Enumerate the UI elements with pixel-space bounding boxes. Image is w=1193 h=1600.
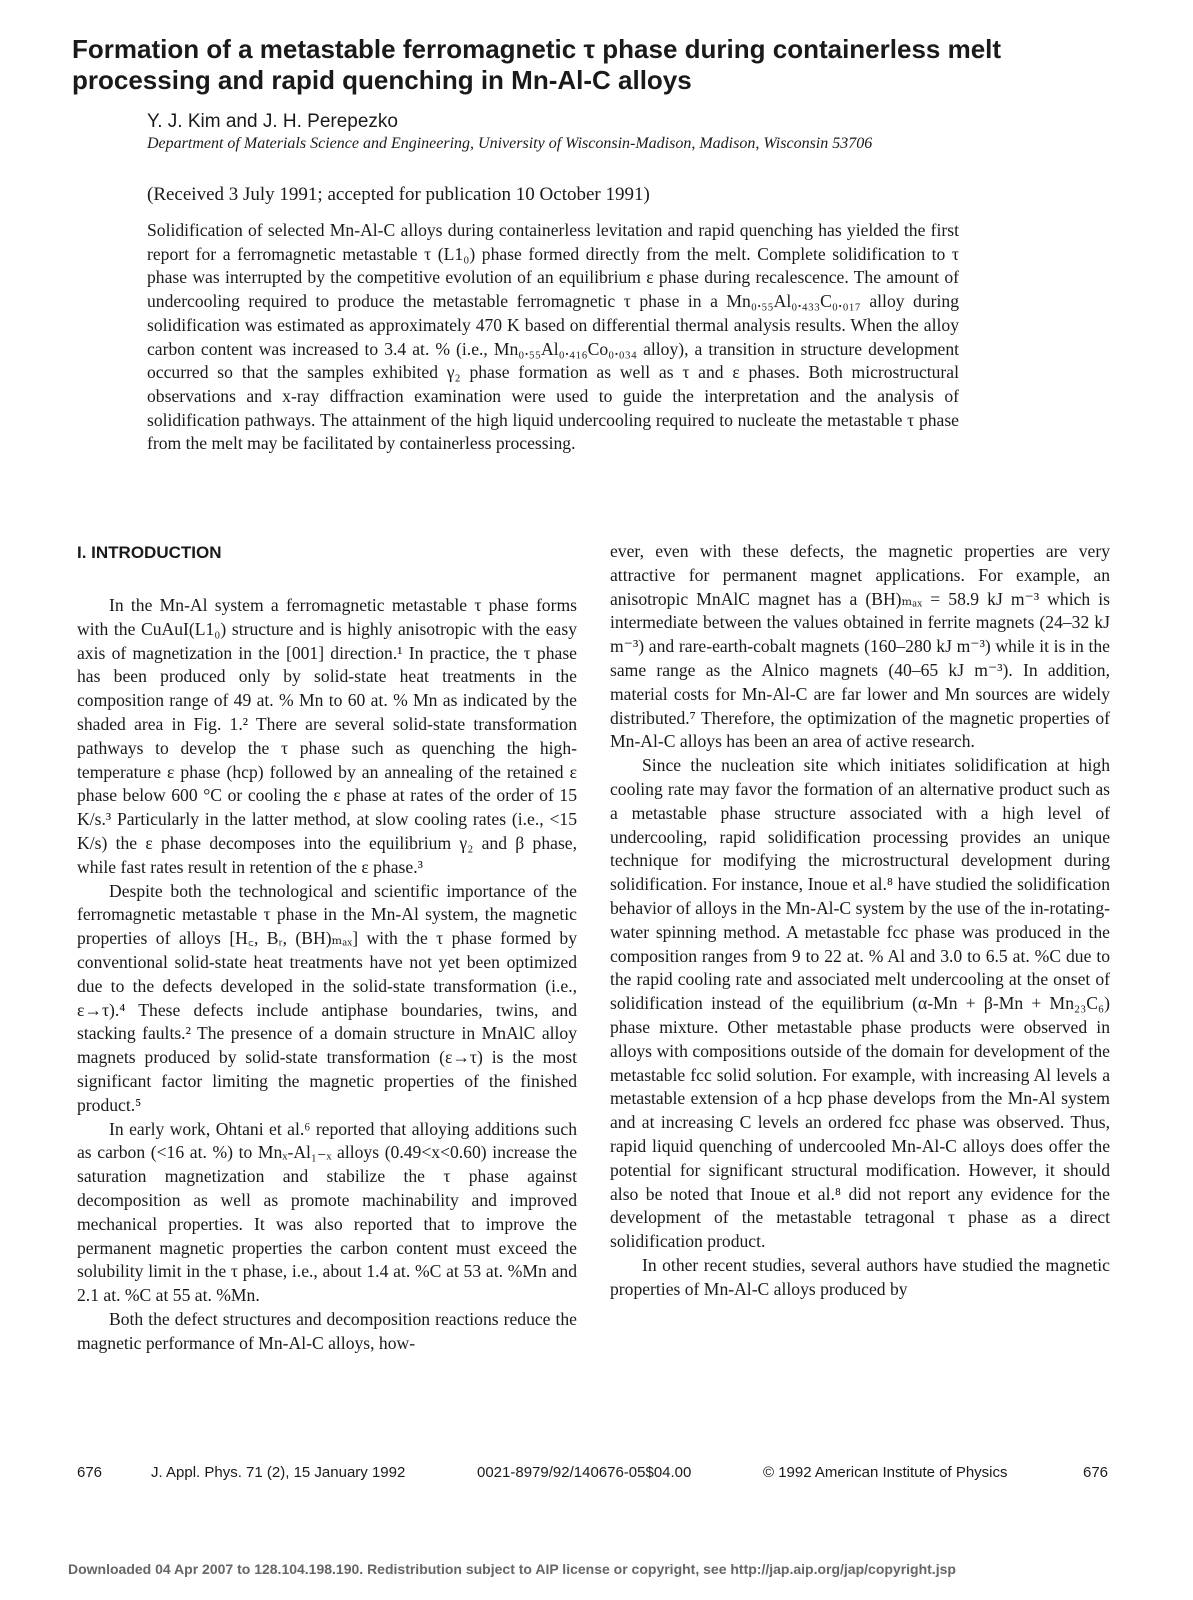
paragraph: In early work, Ohtani et al.⁶ reported that alloying additions such as carbon (<16 at. %) to Mnₓ-Al₁₋ₓ alloys (0.49<x<0.60) increase the saturation magnetization and stabilize the τ phase against decomposition as well as promote machinability and improved mechanical properties. It was also reported that to improve the permanent magnetic properties the carbon content must exceed the solubility limit in the τ phase, i.e., about 1.4 at. %C at 53 at. %Mn and 2.1 at. %C at 55 at. %Mn. xyxy=(77,1118,577,1306)
paragraph: Both the defect structures and decomposition reactions reduce the magnetic performance of Mn-Al-C alloys, how- xyxy=(77,1308,577,1353)
received-dates: (Received 3 July 1991; accepted for publication 10 October 1991) xyxy=(147,184,650,205)
paragraph: In other recent studies, several authors have studied the magnetic properties of Mn-Al-C alloys produced by xyxy=(610,1254,1110,1299)
paragraph: ever, even with these defects, the magnetic properties are very attractive for permanent magnet applications. For example, an anisotropic MnAlC magnet has a (BH)ₘₐₓ = 58.9 kJ m⁻³ which is intermediate between the values obtained in ferrite magnets (24–32 kJ m⁻³) and rare-earth-cobalt magnets (160–280 kJ m⁻³) while it is in the same range as the Alnico magnets (40–65 kJ m⁻³). In addition, material costs for Mn-Al-C are far lower and Mn sources are widely distributed.⁷ Therefore, the optimization of the magnetic properties of Mn-Al-C alloys has been an area of active research. xyxy=(610,541,1110,752)
copyright: © 1992 American Institute of Physics xyxy=(763,1464,1008,1481)
right-column xyxy=(610,540,1110,1302)
section-heading: I. INTRODUCTION xyxy=(77,543,222,562)
paragraph: Since the nucleation site which initiates solidification at high cooling rate may favor the formation of an alternative product such as a metastable phase structure associated with a high level of undercooling, rapid solidification processing provides an unique technique for modifying the microstructural development during solidification. For instance, Inoue et al.⁸ have studied the solidification behavior of alloys in the Mn-Al-C system by the use of the in-rotating-water spinning method. A metastable fcc phase was produced in the composition ranges from 9 to 22 at. % Al and 3.0 to 6.5 at. %C due to the rapid cooling rate and associated melt undercooling at the onset of solidification instead of the equilibrium (α-Mn + β-Mn + Mn₂₃C₆) phase mixture. Other metastable phase products were observed in alloys with compositions outside of the domain for development of the metastable fcc solid solution. For example, with increasing Al levels a metastable extension of a hcp phase develops from the Mn-Al system and at increasing C levels an ordered fcc phase was observed. Thus, rapid liquid quenching of undercooled Mn-Al-C alloys does offer the potential for significant structural modification. However, it should also be noted that Inoue et al.⁸ did not report any evidence for the development of the metastable tetragonal τ phase as a direct solidification product. xyxy=(610,755,1110,1252)
affiliation: Department of Materials Science and Engineering, University of Wisconsin-Madison, Madison, Wisconsin 53706 xyxy=(147,135,873,152)
paper-title: Formation of a metastable ferromagnetic τ phase during containerless melt processing and rapid quenching in Mn-Al-C alloys xyxy=(72,34,1002,95)
paragraph: Despite both the technological and scientific importance of the ferromagnetic metastable τ phase in the Mn-Al system, the magnetic properties of alloys [H꜀, Bᵣ, (BH)ₘₐₓ] with the τ phase formed by conventional solid-state heat treatments have not yet been optimized due to the defects developed in the solid-state transformation (i.e., ε→τ).⁴ These defects include antiphase boundaries, twins, and stacking faults.² The presence of a domain structure in MnAlC alloy magnets produced by solid-state transformation (ε→τ) is the most significant factor limiting the magnetic properties of the finished product.⁵ xyxy=(77,880,577,1115)
abstract: Solidification of selected Mn-Al-C alloys during containerless levitation and rapid quenching has yielded the first report for a ferromagnetic metastable τ (L1₀) phase formed directly from the melt. Complete solidification to τ phase was interrupted by the competitive evolution of an equilibrium ε phase during recalescence. The amount of undercooling required to produce the metastable ferromagnetic τ phase in a Mn₀.₅₅Al₀.₄₃₃C₀.₀₁₇ alloy during solidification was estimated as approximately 470 K based on differential thermal analysis results. When the alloy carbon content was increased to 3.4 at. % (i.e., Mn₀.₅₅Al₀.₄₁₆Co₀.₀₃₄ alloy), a transition in structure development occurred so that the samples exhibited γ₂ phase formation as well as τ and ε phases. Both microstructural observations and x-ray diffraction examination were used to guide the interpretation and the analysis of solidification pathways. The attainment of the high liquid undercooling required to nucleate the metastable τ phase from the melt may be facilitated by containerless processing. xyxy=(147,220,959,454)
left-column xyxy=(77,540,577,1356)
authors: Y. J. Kim and J. H. Perepezko xyxy=(147,111,398,132)
page-footer xyxy=(77,1464,1112,1486)
page-number-right: 676 xyxy=(1083,1464,1109,1481)
journal-citation: J. Appl. Phys. 71 (2), 15 January 1992 xyxy=(151,1464,406,1481)
article-code: 0021-8979/92/140676-05$04.00 xyxy=(477,1464,692,1481)
page-number-left: 676 xyxy=(77,1464,103,1481)
download-notice: Downloaded 04 Apr 2007 to 128.104.198.190. Redistribution subject to AIP license or copyright, see http://jap.aip.org/jap/copyright.jsp xyxy=(68,1561,956,1577)
paragraph: In the Mn-Al system a ferromagnetic metastable τ phase forms with the CuAuI(L1₀) structure and is highly anisotropic with the easy axis of magnetization in the [001] direction.¹ In practice, the τ phase has been produced only by solid-state heat treatments in the composition range of 49 at. % Mn to 60 at. % Mn as indicated by the shaded area in Fig. 1.² There are several solid-state transformation pathways to develop the τ phase such as quenching the high-temperature ε phase (hcp) followed by an annealing of the retained ε phase below 600 °C or cooling the ε phase at rates of the order of 15 K/s.³ Particularly in the latter method, at slow cooling rates (i.e., <15 K/s) the ε phase decomposes into the equilibrium γ₂ and β phase, while fast rates result in retention of the ε phase.³ xyxy=(77,595,577,877)
